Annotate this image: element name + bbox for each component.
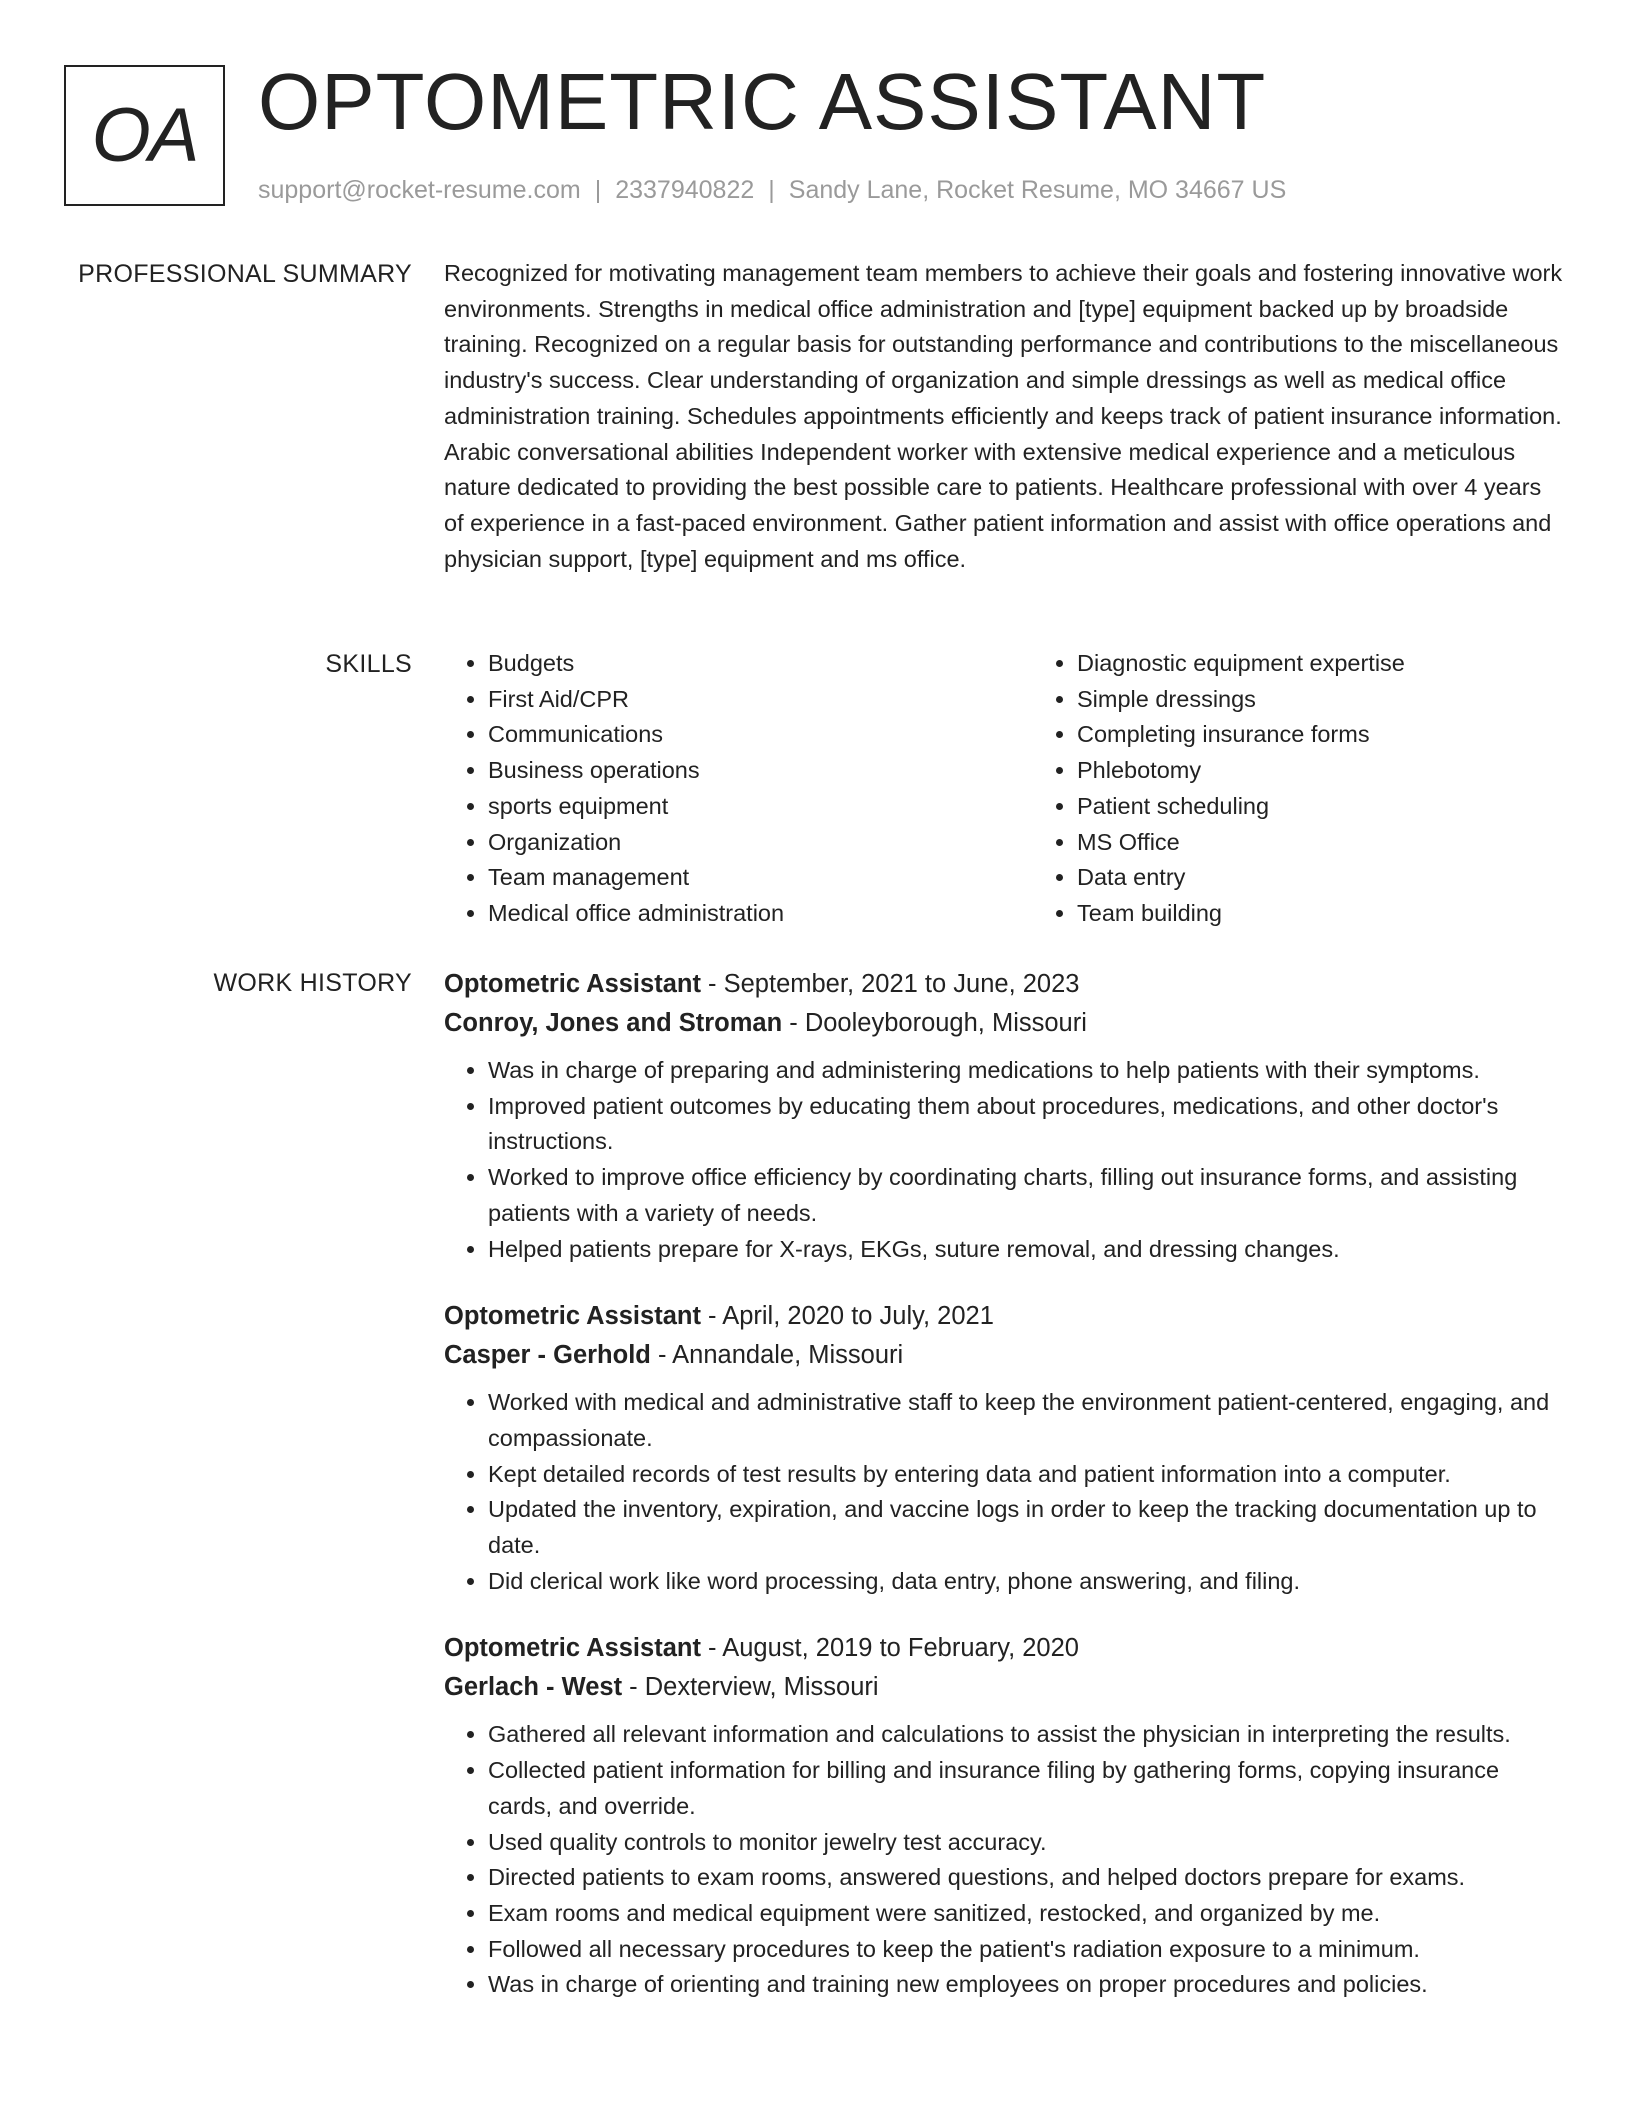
contact-phone[interactable]: 2337940822 (615, 176, 755, 204)
job-duty-item: • Was in charge of preparing and administering medications to help patients with their symptoms. (488, 1053, 1564, 1089)
contact-address: Sandy Lane, Rocket Resume, MO 34667 US (788, 176, 1287, 204)
skill-item: • Team building (1077, 896, 1622, 932)
job-entry (444, 1297, 1564, 1599)
job-role: Optometric Assistant (444, 1302, 701, 1331)
job-duties-list (444, 1717, 1564, 2003)
job-role: Optometric Assistant (444, 970, 701, 998)
work-heading: WORK HISTORY (213, 969, 412, 997)
skills-list-right (1033, 646, 1622, 932)
job-duties-list (444, 1385, 1564, 1599)
skill-item: • Organization (488, 825, 1033, 861)
skills-body (444, 646, 1564, 932)
job-company-line (444, 1004, 1564, 1043)
job-dates: - April, 2020 to July, 2021 (700, 1302, 994, 1331)
job-duty-item: • Worked to improve office efficiency by coordinating charts, filling out insurance forms, and assisting patients with a variety of needs. (488, 1160, 1564, 1231)
initials-monogram: OA (64, 65, 225, 206)
job-company-line (444, 1668, 1564, 1707)
skill-item: • sports equipment (488, 789, 1033, 825)
job-duty-item: • Updated the inventory, expiration, and vaccine logs in order to keep the tracking documentation up to date. (488, 1492, 1564, 1563)
work-body (444, 965, 1564, 2033)
job-duty-item: • Helped patients prepare for X-rays, EKGs, suture removal, and dressing changes. (488, 1232, 1564, 1268)
job-duty-item: • Exam rooms and medical equipment were sanitized, restocked, and organized by me. (488, 1896, 1564, 1932)
job-title-line (444, 965, 1564, 1004)
skills-heading: SKILLS (325, 650, 412, 678)
job-duty-item: • Worked with medical and administrative staff to keep the environment patient-centered, engaging, and compassionate. (488, 1385, 1564, 1456)
job-dates: - August, 2019 to February, 2020 (700, 1634, 1079, 1663)
job-location: - Dexterview, Missouri (622, 1673, 879, 1702)
summary-heading: PROFESSIONAL SUMMARY (78, 260, 412, 288)
skill-item: • Diagnostic equipment expertise (1077, 646, 1622, 682)
job-duty-item: • Improved patient outcomes by educating them about procedures, medications, and other doctor's instructions. (488, 1089, 1564, 1160)
job-duty-item: • Was in charge of orienting and training new employees on proper procedures and policies. (488, 1967, 1564, 2003)
skill-item: • Simple dressings (1077, 682, 1622, 718)
skills-list-left (444, 646, 1033, 932)
skill-item: • Budgets (488, 646, 1033, 682)
job-title-line (444, 1629, 1564, 1668)
skill-item: • Completing insurance forms (1077, 717, 1622, 753)
skill-item: • Phlebotomy (1077, 753, 1622, 789)
job-company-line (444, 1336, 1564, 1375)
summary-body (444, 256, 1564, 577)
skill-item: • Data entry (1077, 860, 1622, 896)
job-duty-item: • Gathered all relevant information and calculations to assist the physician in interpreting the results. (488, 1717, 1564, 1753)
resume-name-title: OPTOMETRIC ASSISTANT (258, 57, 1267, 146)
contact-line (258, 174, 1286, 206)
skill-item: • First Aid/CPR (488, 682, 1033, 718)
job-duty-item: • Directed patients to exam rooms, answered questions, and helped doctors prepare for exams. (488, 1860, 1564, 1896)
skill-item: • Team management (488, 860, 1033, 896)
job-duty-item: • Did clerical work like word processing, data entry, phone answering, and filing. (488, 1564, 1564, 1600)
job-title-line (444, 1297, 1564, 1336)
job-duty-item: • Used quality controls to monitor jewelry test accuracy. (488, 1825, 1564, 1861)
contact-email[interactable]: support@rocket-resume.com (258, 176, 581, 204)
job-company: Gerlach - West (444, 1673, 623, 1702)
job-duties-list (444, 1053, 1564, 1267)
job-company: Conroy, Jones and Stroman (444, 1009, 783, 1037)
skill-item: • Communications (488, 717, 1033, 753)
summary-text: Recognized for motivating management team members to achieve their goals and fostering innovative work environments. Strengths in medical office administration and [type] equipment backed up by broadside training. Recognized on a regular basis for outstanding performance and contributions to the miscellaneous industry's success. Clear understanding of organization and simple dressings as well as medical office administration training. Schedules appointments efficiently and keeps track of patient insurance information. Arabic conversational abilities Independent worker with extensive medical experience and a meticulous nature dedicated to providing the best possible care to patients. Healthcare professional with over 4 years of experience in a fast-paced environment. Gather patient information and assist with office operations and physician support, [type] equipment and ms office. (444, 260, 1563, 572)
contact-separator: | (768, 176, 775, 204)
job-entry (444, 965, 1564, 1267)
skill-item: • Patient scheduling (1077, 789, 1622, 825)
contact-separator: | (594, 176, 602, 204)
skill-item: • Medical office administration (488, 896, 1033, 932)
job-entry (444, 1629, 1564, 2003)
job-duty-item: • Collected patient information for billing and insurance filing by gathering forms, copying insurance cards, and override. (488, 1753, 1564, 1824)
skill-item: • Business operations (488, 753, 1033, 789)
job-role: Optometric Assistant (444, 1634, 701, 1663)
job-location: - Annandale, Missouri (650, 1341, 904, 1370)
job-duty-item: • Followed all necessary procedures to keep the patient's radiation exposure to a minimum. (488, 1932, 1564, 1968)
skill-item: • MS Office (1077, 825, 1622, 861)
job-dates: - September, 2021 to June, 2023 (700, 970, 1080, 998)
job-company: Casper - Gerhold (444, 1341, 651, 1370)
job-duty-item: • Kept detailed records of test results by entering data and patient information into a computer. (488, 1457, 1564, 1493)
job-location: - Dooleyborough, Missouri (782, 1009, 1087, 1037)
